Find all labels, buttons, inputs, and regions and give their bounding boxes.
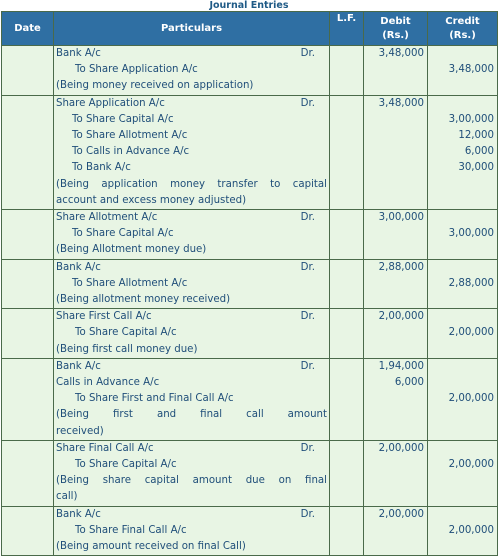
- particulars-text: Bank A/c: [56, 48, 101, 59]
- particulars-cell: [54, 309, 330, 359]
- journal-body: [2, 46, 498, 556]
- debit-cell: [364, 358, 428, 440]
- debit-amount: [364, 539, 427, 555]
- credit-amount: [428, 210, 497, 226]
- date-cell: [2, 440, 54, 506]
- credit-amount: [428, 359, 497, 375]
- credit-amount: [428, 309, 497, 325]
- header-credit: [428, 12, 498, 46]
- debit-amount: 3,48,000: [378, 48, 424, 59]
- debit-amount: [364, 112, 427, 128]
- debit-marker: Dr.: [300, 442, 315, 454]
- particulars-text: To Share Allotment A/c: [72, 130, 188, 142]
- credit-cell: [428, 506, 498, 556]
- particulars-text: To Bank A/c: [72, 162, 131, 174]
- debit-amount: [364, 128, 427, 144]
- particulars-cell: [54, 210, 330, 260]
- header-particulars: Particulars: [54, 12, 330, 46]
- credit-amount: [428, 441, 497, 457]
- debit-marker: Dr.: [300, 97, 315, 109]
- particulars-cell: [54, 506, 330, 556]
- credit-amount: 2,88,000: [448, 277, 494, 289]
- journal-table: [1, 11, 498, 556]
- debit-amount: 2,00,000: [378, 311, 424, 323]
- journal-entry-row: [2, 440, 498, 506]
- debit-amount: 1,94,000: [378, 360, 424, 372]
- particulars-line: [54, 112, 329, 128]
- lf-cell: [330, 95, 364, 209]
- page-title: Journal Entries: [209, 0, 289, 11]
- particulars-line: [54, 539, 329, 555]
- particulars-line: [54, 391, 329, 407]
- credit-amount: [428, 539, 497, 555]
- journal-entry-row: [2, 46, 498, 96]
- credit-amount: [428, 407, 497, 423]
- particulars-line: [54, 144, 329, 160]
- debit-amount: [364, 473, 427, 489]
- credit-amount: [428, 242, 497, 258]
- particulars-line: [54, 473, 329, 489]
- debit-amount: 6,000: [394, 377, 424, 389]
- credit-amount: 3,48,000: [448, 64, 494, 76]
- particulars-text: (Being application money transfer to capital: [56, 178, 327, 190]
- particulars-line: [54, 260, 329, 276]
- lf-cell: [330, 46, 364, 96]
- debit-marker: Dr.: [300, 261, 315, 273]
- particulars-text: (Being amount received on final Call): [56, 541, 246, 553]
- credit-amount: [428, 260, 497, 276]
- debit-amount: [364, 193, 427, 209]
- debit-amount: 2,88,000: [378, 261, 424, 273]
- debit-amount: [364, 177, 427, 193]
- particulars-line: [54, 441, 329, 457]
- particulars-text: (Being first and final call amount: [56, 409, 327, 421]
- credit-amount: [428, 46, 497, 62]
- particulars-text: (Being allotment money received): [56, 294, 231, 306]
- particulars-text: To Share Application A/c: [75, 64, 198, 76]
- lf-cell: [330, 259, 364, 309]
- journal-entry-row: [2, 309, 498, 359]
- particulars-line: [54, 457, 329, 473]
- particulars-line: [54, 242, 329, 258]
- debit-amount: 2,00,000: [378, 442, 424, 454]
- particulars-text: account and excess money adjusted): [56, 194, 247, 206]
- particulars-line: [54, 193, 329, 209]
- debit-cell: [364, 440, 428, 506]
- debit-amount: [364, 292, 427, 308]
- credit-amount: [428, 96, 497, 112]
- debit-cell: [364, 506, 428, 556]
- debit-amount: [364, 342, 427, 358]
- debit-amount: [364, 242, 427, 258]
- particulars-line: [54, 507, 329, 523]
- date-cell: [2, 358, 54, 440]
- particulars-line: [54, 292, 329, 308]
- journal-entry-row: [2, 210, 498, 260]
- debit-marker: Dr.: [300, 508, 315, 520]
- date-cell: [2, 46, 54, 96]
- particulars-text: (Being first call money due): [56, 343, 198, 355]
- header-row: [2, 12, 498, 46]
- debit-amount: [364, 78, 427, 94]
- particulars-text: Bank A/c: [56, 261, 101, 273]
- header-credit-label: Credit: [445, 15, 480, 27]
- debit-amount: 3,48,000: [378, 97, 424, 109]
- date-cell: [2, 309, 54, 359]
- particulars-text: Share First Call A/c: [56, 311, 152, 323]
- header-date: Date: [2, 12, 54, 46]
- particulars-text: call): [56, 491, 78, 503]
- debit-cell: [364, 46, 428, 96]
- debit-amount: [364, 144, 427, 160]
- date-cell: [2, 210, 54, 260]
- debit-amount: [364, 160, 427, 176]
- debit-amount: [364, 62, 427, 78]
- particulars-text: Share Final Call A/c: [56, 442, 154, 454]
- particulars-line: [54, 226, 329, 242]
- debit-amount: [364, 391, 427, 407]
- particulars-line: [54, 489, 329, 505]
- credit-amount: 2,00,000: [448, 327, 494, 339]
- lf-cell: [330, 358, 364, 440]
- journal-entry-row: [2, 358, 498, 440]
- header-debit-label: Debit: [380, 15, 411, 27]
- particulars-line: [54, 276, 329, 292]
- particulars-line: [54, 62, 329, 78]
- lf-cell: [330, 309, 364, 359]
- credit-amount: [428, 292, 497, 308]
- credit-amount: [428, 424, 497, 440]
- debit-cell: [364, 259, 428, 309]
- credit-amount: 3,00,000: [448, 228, 494, 240]
- particulars-text: (Being Allotment money due): [56, 244, 207, 256]
- particulars-text: Calls in Advance A/c: [56, 377, 160, 389]
- credit-amount: [428, 375, 497, 391]
- credit-cell: [428, 440, 498, 506]
- particulars-text: To Share Capital A/c: [75, 327, 177, 339]
- credit-amount: 2,00,000: [448, 524, 494, 536]
- particulars-text: Bank A/c: [56, 360, 101, 372]
- particulars-line: [54, 407, 329, 423]
- debit-marker: Dr.: [300, 212, 315, 224]
- particulars-text: To Share Capital A/c: [75, 459, 177, 471]
- credit-cell: [428, 46, 498, 96]
- credit-amount: 2,00,000: [448, 393, 494, 405]
- particulars-text: Share Allotment A/c: [56, 212, 158, 224]
- journal-entry-row: [2, 506, 498, 556]
- particulars-text: To Calls in Advance A/c: [72, 146, 190, 158]
- particulars-line: [54, 46, 329, 62]
- particulars-line: [54, 210, 329, 226]
- header-debit: [364, 12, 428, 46]
- date-cell: [2, 506, 54, 556]
- particulars-line: [54, 523, 329, 539]
- journal-entry-row: [2, 259, 498, 309]
- credit-amount: [428, 78, 497, 94]
- particulars-text: Bank A/c: [56, 508, 101, 520]
- particulars-cell: [54, 95, 330, 209]
- debit-marker: Dr.: [300, 311, 315, 323]
- particulars-text: (Being share capital amount due on final: [56, 475, 327, 487]
- debit-amount: [364, 523, 427, 539]
- lf-cell: [330, 210, 364, 260]
- debit-amount: 3,00,000: [378, 212, 424, 224]
- debit-marker: Dr.: [300, 360, 315, 372]
- particulars-line: [54, 309, 329, 325]
- particulars-line: [54, 96, 329, 112]
- particulars-line: [54, 424, 329, 440]
- particulars-line: [54, 177, 329, 193]
- debit-amount: [364, 407, 427, 423]
- particulars-cell: [54, 259, 330, 309]
- debit-cell: [364, 210, 428, 260]
- lf-cell: [330, 506, 364, 556]
- debit-amount: 2,00,000: [378, 508, 424, 520]
- credit-amount: [428, 342, 497, 358]
- credit-amount: [428, 489, 497, 505]
- credit-cell: [428, 259, 498, 309]
- debit-amount: [364, 457, 427, 473]
- header-debit-unit: (Rs.): [382, 29, 409, 41]
- header-lf: L.F.: [330, 12, 364, 46]
- lf-cell: [330, 440, 364, 506]
- credit-cell: [428, 309, 498, 359]
- particulars-line: [54, 160, 329, 176]
- credit-cell: [428, 358, 498, 440]
- debit-amount: [364, 226, 427, 242]
- particulars-line: [54, 78, 329, 94]
- debit-cell: [364, 95, 428, 209]
- header-credit-unit: (Rs.): [449, 29, 476, 41]
- particulars-cell: [54, 440, 330, 506]
- credit-amount: [428, 193, 497, 209]
- date-cell: [2, 95, 54, 209]
- particulars-cell: [54, 358, 330, 440]
- credit-amount: 12,000: [458, 130, 494, 142]
- particulars-line: [54, 375, 329, 391]
- credit-cell: [428, 210, 498, 260]
- particulars-line: [54, 359, 329, 375]
- debit-amount: [364, 276, 427, 292]
- debit-marker: Dr.: [300, 48, 315, 59]
- particulars-line: [54, 128, 329, 144]
- particulars-text: To Share Final Call A/c: [75, 524, 187, 536]
- particulars-cell: [54, 46, 330, 96]
- credit-amount: [428, 507, 497, 523]
- credit-amount: 2,00,000: [448, 459, 494, 471]
- particulars-text: Share Application A/c: [56, 97, 165, 109]
- credit-amount: 30,000: [458, 162, 494, 174]
- credit-amount: [428, 177, 497, 193]
- credit-cell: [428, 95, 498, 209]
- debit-cell: [364, 309, 428, 359]
- date-cell: [2, 259, 54, 309]
- debit-amount: [364, 325, 427, 341]
- particulars-text: To Share First and Final Call A/c: [75, 393, 234, 405]
- particulars-line: [54, 342, 329, 358]
- debit-amount: [364, 489, 427, 505]
- journal-entry-row: [2, 95, 498, 209]
- particulars-text: To Share Capital A/c: [72, 228, 174, 240]
- particulars-line: [54, 325, 329, 341]
- particulars-text: received): [56, 425, 104, 437]
- particulars-text: To Share Allotment A/c: [72, 277, 188, 289]
- credit-amount: 3,00,000: [448, 113, 494, 125]
- debit-amount: [364, 424, 427, 440]
- credit-amount: 6,000: [464, 146, 494, 158]
- particulars-text: (Being money received on application): [56, 80, 254, 92]
- particulars-text: To Share Capital A/c: [72, 113, 174, 125]
- credit-amount: [428, 473, 497, 489]
